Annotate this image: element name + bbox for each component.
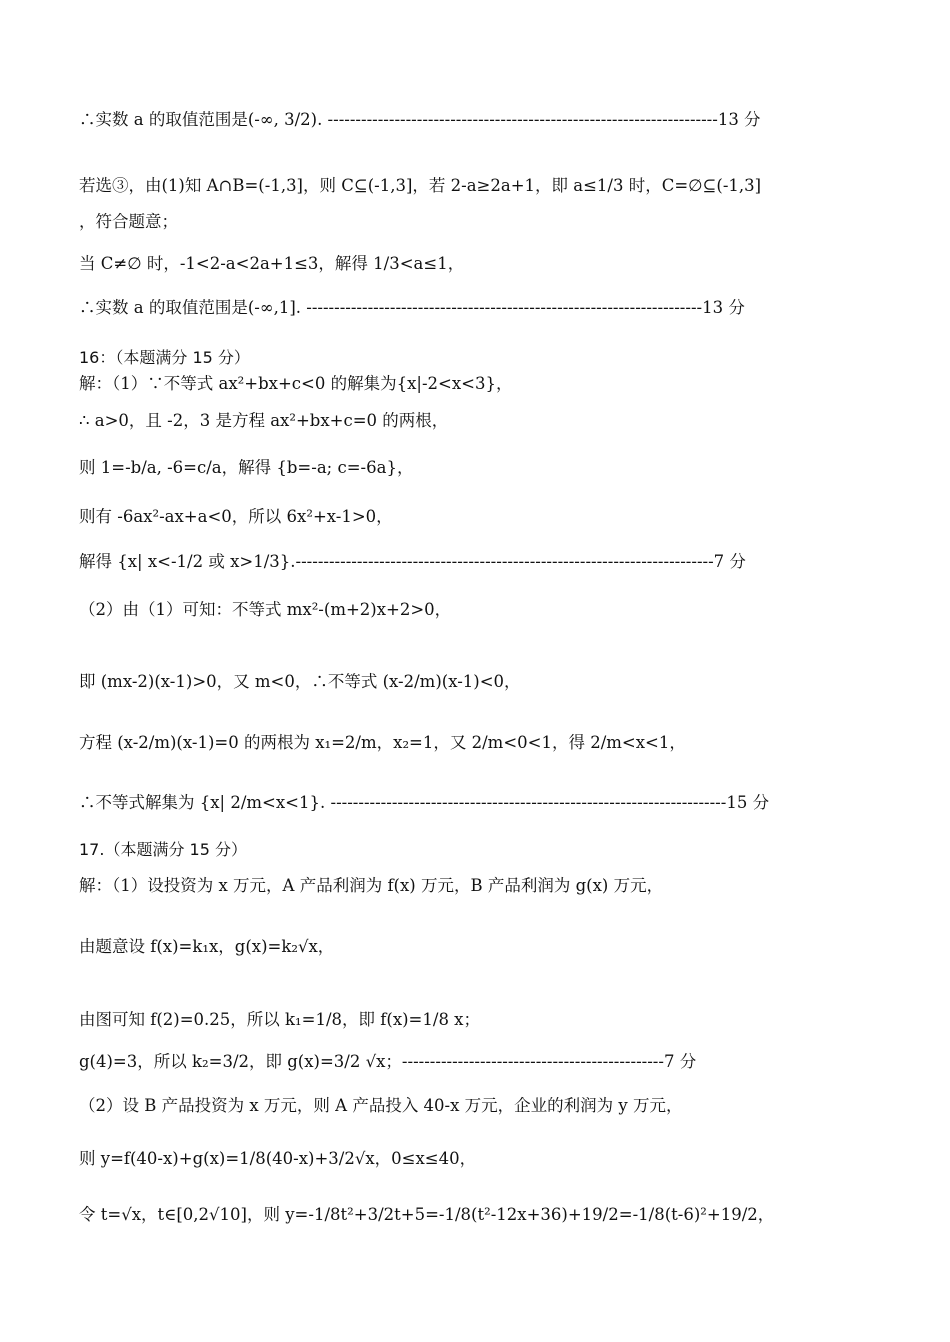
text-line: 当 C≠∅ 时，-1<2-a<2a+1≤3，解得 1/3<a≤1， bbox=[79, 254, 465, 273]
text-line: 令 t=√x，t∈[0,2√10]，则 y=-1/8t²+3/2t+5=-1/8(t²-12x+36)+19/2=-1/8(t-6)²+19/2， bbox=[79, 1205, 775, 1224]
text-line: （2）设 B 产品投资为 x 万元，则 A 产品投入 40-x 万元，企业的利润为 y 万元， bbox=[79, 1096, 683, 1115]
text-line: g(4)=3，所以 k₂=3/2，即 g(x)=3/2 √x；-----------------------------------------------7 分 bbox=[79, 1052, 697, 1071]
text-line: 则 y=f(40-x)+g(x)=1/8(40-x)+3/2√x，0≤x≤40， bbox=[79, 1149, 477, 1168]
section-heading: 16：（本题满分 15 分） bbox=[79, 348, 250, 367]
text-line: 解得 {x| x<-1/2 或 x>1/3}.---------------------------------------------------------------------------7 分 bbox=[79, 552, 746, 571]
section-heading: 17.（本题满分 15 分） bbox=[79, 840, 247, 859]
text-line: ∴不等式解集为 {x| 2/m<x<1}. -----------------------------------------------------------------------15 分 bbox=[79, 793, 770, 812]
text-line: 方程 (x-2/m)(x-1)=0 的两根为 x₁=2/m，x₂=1，又 2/m<0<1，得 2/m<x<1， bbox=[79, 733, 686, 752]
text-line: ∴ a>0，且 -2，3 是方程 ax²+bx+c=0 的两根， bbox=[79, 411, 449, 430]
text-line: 则有 -6ax²-ax+a<0，所以 6x²+x-1>0， bbox=[79, 507, 393, 526]
text-line: ∴实数 a 的取值范围是(-∞,1]. -----------------------------------------------------------------------13 分 bbox=[79, 298, 745, 317]
text-line: 解：（1）∵不等式 ax²+bx+c<0 的解集为{x|-2<x<3}， bbox=[79, 374, 513, 393]
text-line: ，符合题意； bbox=[79, 212, 178, 231]
text-line: 若选③，由(1)知 A∩B=(-1,3]，则 C⊆(-1,3]，若 2-a≥2a+1，即 a≤1/3 时，C=∅⊆(-1,3] bbox=[79, 176, 762, 195]
text-line: （2）由（1）可知：不等式 mx²-(m+2)x+2>0， bbox=[79, 600, 452, 619]
text-line: ∴实数 a 的取值范围是(-∞, 3/2). ----------------------------------------------------------------------13 分 bbox=[79, 110, 761, 129]
text-line: 由题意设 f(x)=k₁x，g(x)=k₂√x， bbox=[79, 937, 335, 956]
text-line: 解：（1）设投资为 x 万元，A 产品利润为 f(x) 万元，B 产品利润为 g(x) 万元， bbox=[79, 876, 664, 895]
text-line: 即 (mx-2)(x-1)>0，又 m<0，∴不等式 (x-2/m)(x-1)<0， bbox=[79, 672, 521, 691]
text-line: 则 1=-b/a, -6=c/a，解得 {b=-a; c=-6a}， bbox=[79, 458, 414, 477]
text-line: 由图可知 f(2)=0.25，所以 k₁=1/8，即 f(x)=1/8 x； bbox=[79, 1010, 480, 1029]
